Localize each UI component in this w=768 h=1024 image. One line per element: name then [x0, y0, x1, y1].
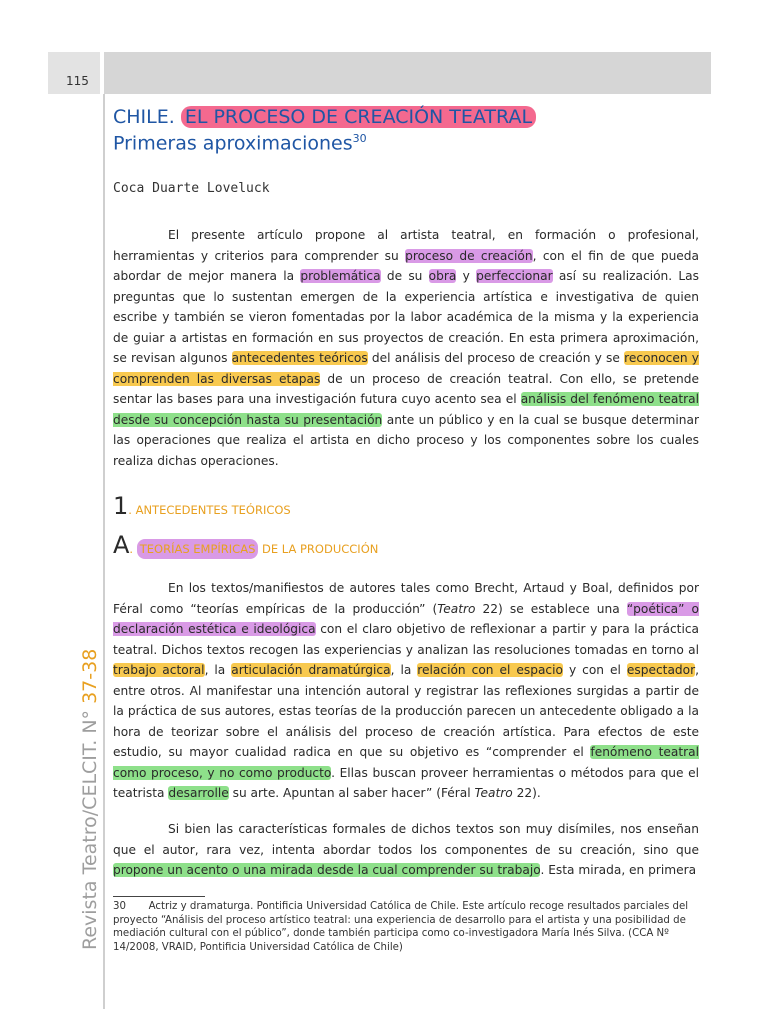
italic-span: Teatro — [474, 786, 513, 800]
highlight-green: desarrolle — [168, 786, 229, 800]
text-span: de un proceso de creación teatral. Con ello, se pretende sentar las bases para una investigación futura cuyo acento sea el — [113, 371, 699, 406]
text-span: , la — [204, 663, 232, 677]
text-span: con el claro objetivo de reflexionar a partir y para la práctica teatral. Dichos textos recogen las experiencias y analizan las resoluciones tomadas en torno al — [113, 622, 700, 657]
page-number: 115 — [66, 74, 89, 88]
section-dot: . — [129, 542, 137, 556]
highlight-yellow: reconocen y comprenden las diversas etapas — [113, 351, 699, 386]
section-heading-1 — [113, 492, 291, 520]
highlight-yellow: articulación dramatúrgica — [231, 663, 391, 677]
highlight-yellow: trabajo actoral — [113, 663, 205, 677]
highlight-purple: proceso de creación — [405, 248, 533, 263]
text-span: ante un público y en la cual se busque determinar las operaciones que realiza el artista en dicho proceso y los componentes sobre los cuales realiza dichas operaciones. — [113, 412, 699, 468]
text-span: del análisis del proceso de creación y se — [367, 351, 625, 365]
journal-name: Revista Teatro/CELCIT. N° — [79, 703, 101, 950]
text-span: de su — [380, 269, 429, 283]
footnote-text: Actriz y dramaturga. Pontificia Universidad Católica de Chile. Este artículo recoge resultados parciales del proyecto “Análisis del proceso artístico teatral: una experiencia de desarrollo para el artista y una posibilidad de mediación cultural con el público”, donde también participa como co-investigadora María Inés Silva. (CCA Nº 14/2008, VRAID, Pontificia Universidad Católica de Chile) — [113, 901, 689, 953]
article-subtitle — [113, 132, 367, 154]
text-span: su arte. Apuntan al saber hacer” (Féral — [228, 786, 475, 800]
text-span: 22) se establece una — [475, 601, 627, 616]
highlight-yellow: espectador — [626, 663, 696, 677]
text-span: . Esta mirada, en primera — [540, 863, 697, 877]
highlight-green: fenómeno teatral como proceso, y no como producto — [113, 745, 699, 780]
paragraph-caracteristicas — [113, 819, 699, 881]
text-span: , con el fin de que pueda abordar de mejor manera la — [113, 248, 699, 283]
text-span: , la — [390, 663, 418, 677]
text-span: Si bien las características formales de dichos textos son muy disímiles, nos enseñan que el autor, rara vez, intenta abordar todos los componentes de su creación, sino que — [113, 822, 699, 857]
footnote — [113, 900, 703, 954]
author-name: Coca Duarte Loveluck — [113, 181, 270, 196]
text-span: El presente artículo propone al artista teatral, en formación o profesional, herramientas y criterios para comprender su — [113, 228, 699, 263]
left-margin-rule — [103, 94, 105, 1009]
highlight-green: análisis del fenómeno teatral desde su concepción hasta su presentación — [113, 392, 699, 427]
section-heading-a — [113, 531, 378, 559]
highlight-purple: obra — [428, 269, 457, 283]
text-span: , entre otros. Al manifestar una intención autoral y registrar las reflexiones surgidas a partir de la práctica de sus autores, estas teorías de la producción parecen un antecedente obligado a la hora de teorizar sobre el análisis del proceso de creación artística. Para efectos de este estudio, su mayor cualidad radica en que su objetivo es “comprender el — [113, 663, 699, 759]
subtitle-text: Primeras aproximaciones — [113, 132, 353, 155]
section-letter: A — [113, 531, 130, 559]
italic-span: Teatro — [437, 601, 476, 616]
paragraph-teorias — [113, 578, 699, 804]
section-title-rest: DE LA PRODUCCIÓN — [258, 542, 379, 556]
text-span: 22). — [512, 786, 541, 800]
highlight-purple: problemática — [300, 269, 381, 283]
header-bar — [104, 52, 711, 94]
highlight-purple: “poética” o declaración estética e ideológica — [113, 601, 700, 636]
footnote-rule — [113, 896, 205, 897]
article-title — [113, 106, 536, 128]
text-span: y con el — [562, 663, 627, 677]
journal-name-vertical — [79, 649, 101, 950]
highlight-yellow: relación con el espacio — [417, 663, 563, 677]
footnote-number: 30 — [113, 901, 126, 912]
highlight-yellow: antecedentes teóricos — [231, 351, 368, 365]
title-main: EL PROCESO DE CREACIÓN TEATRAL — [181, 106, 536, 128]
text-span: En los textos/manifiestos de autores tales como Brecht, Artaud y Boal, definidos por Féral como “teorías empíricas de la producción” ( — [113, 581, 699, 616]
section-title: . ANTECEDENTES TEÓRICOS — [128, 503, 291, 517]
paragraph-intro — [113, 225, 699, 471]
text-span: y — [456, 269, 477, 283]
text-span: así su realización. Las preguntas que lo sustentan emergen de la experiencia artística e investigativa de quien escribe y también se vieron fomentadas por la labor académica de la misma y la experiencia de guiar a artistas en formación en sus proyectos de creación. En esta primera aproximación, se revisan algunos — [113, 269, 699, 365]
footnote-ref[interactable]: 30 — [352, 132, 367, 145]
journal-issue: 37-38 — [79, 648, 101, 704]
section-number: 1 — [113, 492, 129, 520]
title-prefix: CHILE. — [113, 106, 175, 128]
section-title-highlight: TEORÍAS EMPÍRICAS — [137, 539, 259, 559]
text-span: . Ellas buscan proveer herramientas o métodos para que el teatrista — [113, 765, 699, 800]
highlight-green: propone un acento o una mirada desde la cual comprender su trabajo — [113, 863, 541, 877]
highlight-purple: perfeccionar — [476, 269, 553, 283]
